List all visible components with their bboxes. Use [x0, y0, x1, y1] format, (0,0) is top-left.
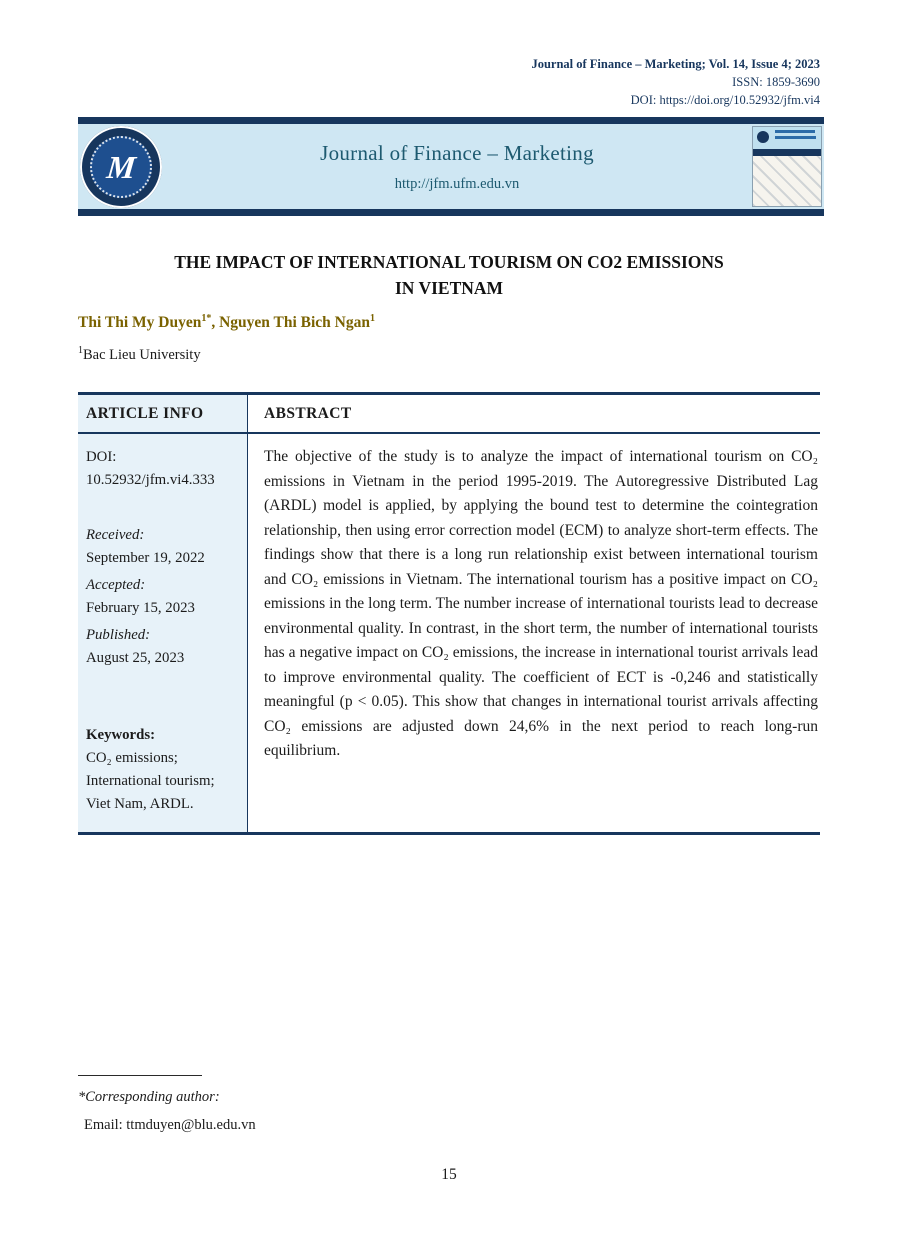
doi-value[interactable]: 10.52932/jfm.vi4.333 — [86, 472, 215, 488]
ufm-logo-inner-disc — [90, 136, 152, 198]
cover-body-art — [753, 156, 821, 206]
author-1: Thi Thi My Duyen — [78, 314, 202, 332]
journal-header-band — [78, 117, 824, 216]
cover-logo-dot — [757, 131, 769, 143]
article-title — [78, 249, 820, 301]
affiliation-line — [78, 345, 820, 364]
page-number: 15 — [441, 1166, 457, 1183]
article-title-line-1: THE IMPACT OF INTERNATIONAL TOURISM ON CO2 EMISSIONS — [174, 252, 724, 272]
journal-cover-thumbnail — [752, 126, 822, 207]
accepted-block — [86, 574, 235, 620]
ufm-logo — [80, 126, 162, 208]
article-title-line-2: IN VIETNAM — [394, 278, 504, 298]
published-block — [86, 624, 235, 670]
masthead-issn: ISSN: 1859-3690 — [732, 75, 820, 89]
masthead-doi-link[interactable]: DOI: https://doi.org/10.52932/jfm.vi4 — [630, 93, 820, 107]
authors-line — [78, 313, 820, 332]
corresponding-email-link[interactable]: Email: ttmduyen@blu.edu.vn — [84, 1117, 256, 1133]
doi-block — [86, 446, 235, 492]
received-label: Received: — [86, 527, 145, 543]
affiliation-name: Bac Lieu University — [83, 346, 201, 363]
abstract-header: ABSTRACT — [248, 395, 820, 434]
received-block — [86, 524, 235, 570]
corresponding-author-note: *Corresponding author: — [78, 1089, 220, 1105]
article-info-header: ARTICLE INFO — [78, 395, 248, 434]
journal-title: Journal of Finance – Marketing — [320, 140, 594, 165]
cover-header-stripe — [753, 127, 821, 149]
doi-label: DOI: — [86, 449, 117, 465]
accepted-label: Accepted: — [86, 577, 146, 593]
journal-title-block — [172, 141, 742, 193]
keywords-value: CO₂ emissions; International tourism; Viet Nam, ARDL. — [86, 750, 215, 812]
author-2: Nguyen Thi Bich Ngan — [219, 314, 370, 332]
keywords-block — [86, 724, 235, 816]
journal-url-link[interactable]: http://jfm.ufm.edu.vn — [394, 175, 520, 192]
authors-separator: , — [211, 314, 220, 332]
article-info-column — [78, 434, 248, 832]
accepted-value: February 15, 2023 — [86, 600, 195, 616]
keywords-label: Keywords: — [86, 727, 156, 743]
abstract-text: The objective of the study is to analyze the impact of international tourism on CO₂ emissions in Vietnam in the period 1995-2019. The Autoregressive Distributed Lag (ARDL) model is applied, by applying the bound test to determine the cointegration relationship, then using error correction model (ECM) to analyze short-term effects. The findings show that there is a long run relationship exist between international tourism and CO₂ emissions in Vietnam. The international tourism has a positive impact on CO₂ emissions in the long term. The number increase of international tourists lead to decrease environmental quality. In contrast, in the short term, the number of international tourists has a negative impact on CO₂ emissions, the increase in international tourist arrivals lead to improve environmental quality. The coefficient of ECT is -0,246 and statistically meaningful (p < 0.05). This show that changes in international tourist arrivals affecting CO₂ emissions are adjusted down 24,6% in the next period to reach long-run equilibrium. — [264, 448, 818, 759]
ufm-logo-letter: M — [104, 148, 138, 185]
received-value: September 19, 2022 — [86, 550, 205, 566]
cover-navy-bar — [753, 149, 821, 156]
author-1-superscript: 1* — [201, 313, 212, 324]
footnote-rule — [78, 1075, 202, 1076]
published-value: August 25, 2023 — [86, 650, 185, 666]
article-info-table — [78, 392, 820, 835]
author-2-superscript: 1 — [369, 313, 375, 324]
masthead-journal-line: Journal of Finance – Marketing; Vol. 14, Issue 4; 2023 — [531, 57, 820, 71]
published-label: Published: — [86, 627, 151, 643]
masthead — [531, 55, 820, 109]
affiliation-superscript: 1 — [78, 345, 83, 356]
